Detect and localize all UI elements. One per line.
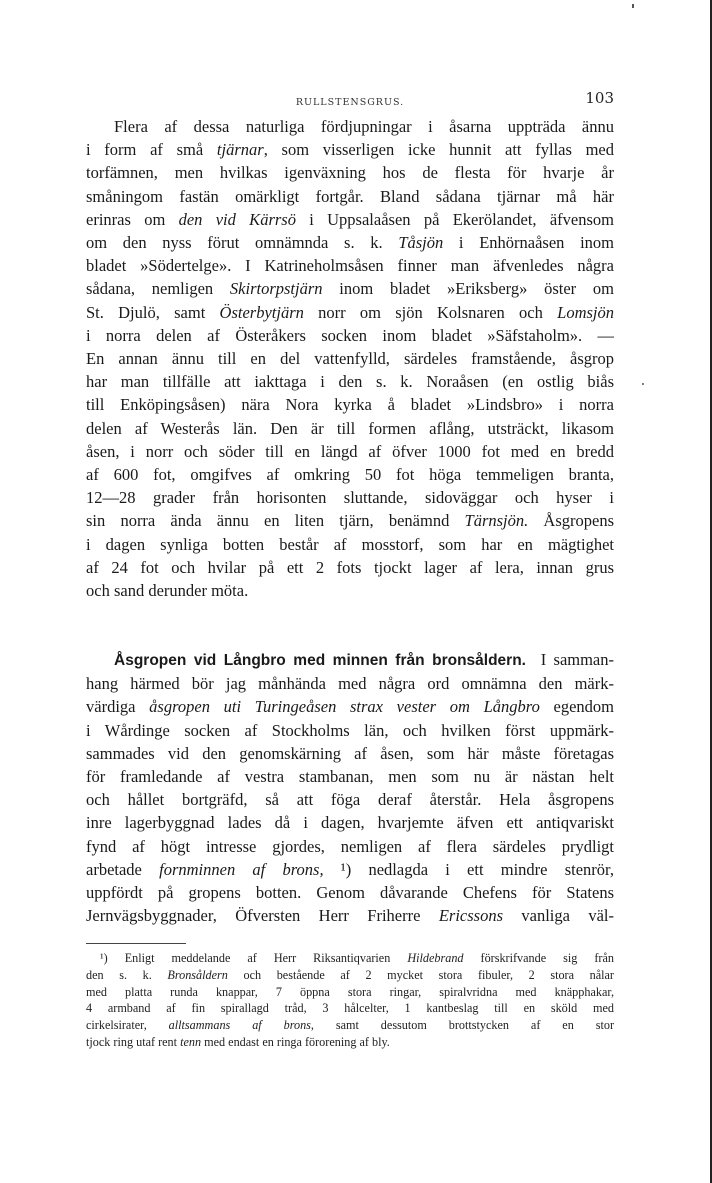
text-line: torfämnen, men hvilkas igenväxning hos de flesta för hvarje år (86, 163, 614, 183)
italic-term: Tärnsjön. (464, 511, 529, 531)
text-line: sammades vid den genomskärning af åsen, som här måste företagas (86, 743, 614, 763)
footnote-line: tjock ring utaf rent tenn med endast en ringa förorening af bly. (86, 1034, 390, 1049)
text-line: till Enköpingsåsen) nära Nora kyrka å bladet »Lindsbro» i norra (86, 395, 614, 415)
italic-term: tjärnar (216, 140, 264, 160)
text-line: Flera af dessa naturliga fördjupningar i åsarna uppträda ännu (114, 117, 614, 136)
footnote (86, 950, 614, 1051)
italic-term: Hildebrand (407, 951, 464, 965)
text-line: inre lagerbyggnad lades då i dagen, hvarjemte äfven ett antiqvariskt (86, 813, 614, 833)
text-line: småningom fastän omärkligt fortgår. Bland sådana tjärnar må här (86, 186, 614, 206)
italic-term: fornminnen af brons, (159, 859, 324, 879)
italic-term: Skirtorpstjärn (229, 279, 323, 299)
text-line: och hållet bortgräfd, så att föga deraf återstår. Hela åsgropens (86, 790, 614, 810)
scan-speck (632, 4, 634, 8)
paragraph-2 (86, 648, 614, 927)
text-line: erinras om den vid Kärrsö i Uppsalaåsen på Ekerölandet, äfvensom (86, 209, 615, 229)
text-line: sådana, nemligen Skirtorpstjärn inom bladet »Eriksberg» öster om (86, 279, 614, 299)
italic-term: Bronsåldern (167, 967, 228, 982)
text-line: och sand derunder möta. (86, 581, 249, 601)
italic-term: Tåsjön (398, 233, 444, 253)
text-line: för framledande af vestra stambanan, men som nu är nästan helt (86, 767, 614, 787)
text-line: af 600 fot, omgifves af omkring 50 fot höga temmeligen branta, (86, 465, 614, 485)
italic-term: åsgropen uti Turingeåsen strax vester om Långbro (149, 697, 540, 717)
italic-term: Österbytjärn (219, 302, 304, 322)
text-line: St. Djulö, samt Österbytjärn norr om sjön Kolsnaren och Lomsjön (86, 302, 614, 322)
text-line: En annan ännu till en del vattenfylld, särdeles framstående, åsgrop (86, 349, 614, 369)
footnote-line: ¹) Enligt meddelande af Herr Riksantiqvarien Hildebrand förskrifvande sig från (100, 951, 614, 965)
italic-term: tenn (180, 1034, 202, 1049)
paragraph-2-first-line (86, 648, 614, 672)
text-line: uppfördt på gropens botten. Genom dåvarande Chefens för Statens (86, 883, 614, 903)
footnote-line: med platta runda knappar, 7 öppna stora ringar, spiralvridna med knäpphakar, (86, 984, 614, 999)
text-line: fynd af högt intresse gjordes, nemligen af flera särdeles prydligt (86, 836, 614, 856)
section-heading: Åsgropen vid Långbro med minnen från bronsåldern. (114, 652, 526, 669)
text-line: i dagen synliga botten består af mosstorf, som har en mägtighet (86, 534, 614, 554)
text-line: värdiga åsgropen uti Turingeåsen strax vester om Långbro egendom (86, 697, 614, 717)
text-line: om den nyss förut omnämnda s. k. Tåsjön i Enhörnaåsen inom (86, 233, 615, 253)
text-line: i form af små tjärnar, som visserligen icke hunnit att fyllas med (86, 140, 615, 160)
italic-term: Lomsjön (557, 302, 614, 322)
text-line: åsen, i norr och söder till en längd af öfver 1000 fot med en bredd (86, 441, 614, 461)
text-line: arbetade fornminnen af brons, ¹) nedlagda i ett mindre stenrör, (86, 859, 615, 879)
text-line: sin norra ända ännu en liten tjärn, benämnd Tärnsjön. Åsgropens (86, 511, 615, 531)
text-line: af 24 fot och hvilar på ett 2 fots tjockt lager af lera, innan grus (86, 557, 614, 577)
italic-term: den vid Kärrsö (178, 209, 296, 229)
footnote-line: den s. k. Bronsåldern och bestående af 2 mycket stora fibuler, 2 stora nålar (86, 967, 614, 982)
text-line: hang härmed bör jag månhända med några ord omnämna den märk- (86, 674, 614, 694)
text-line: i Wårdinge socken af Stockholms län, och hvilken först uppmärk- (86, 720, 614, 740)
running-head: RULLSTENSGRUS. (295, 97, 405, 108)
scan-speck (642, 383, 644, 385)
text-line: har man tillfälle att iakttaga i den s. k. Noraåsen (en ostlig biås (86, 372, 614, 392)
text-line: i norra delen af Österåkers socken inom bladet »Säfstaholm». — (86, 325, 614, 345)
page-number: 103 (585, 89, 614, 107)
footnote-rule (86, 943, 186, 944)
text-line: delen af Westerås län. Den är till formen aflång, utsträckt, likasom (86, 418, 614, 438)
paragraph-1 (86, 115, 614, 602)
heading-line-rest: I samman- (540, 650, 615, 669)
book-page (86, 0, 615, 1049)
italic-term: Ericssons (438, 906, 503, 926)
text-line: Jernvägsbyggnader, Öfversten Herr Friherre Ericssons vanliga väl- (86, 906, 614, 926)
footnote-line: cirkelsirater, alltsammans af brons, samt dessutom brottstycken af en stor (86, 1018, 614, 1033)
page-header (86, 0, 614, 112)
italic-term: alltsammans af brons (168, 1018, 311, 1033)
footnote-line: 4 armband af fin spirallagd tråd, 3 hålcelter, 1 kantbeslag till en sköld med (86, 1001, 614, 1016)
text-line: bladet »Södertelge». I Katrineholmsåsen finner man äfvenledes några (86, 256, 614, 276)
text-line: 12—28 grader från horisonten sluttande, sidoväggar och hyser i (86, 488, 614, 508)
